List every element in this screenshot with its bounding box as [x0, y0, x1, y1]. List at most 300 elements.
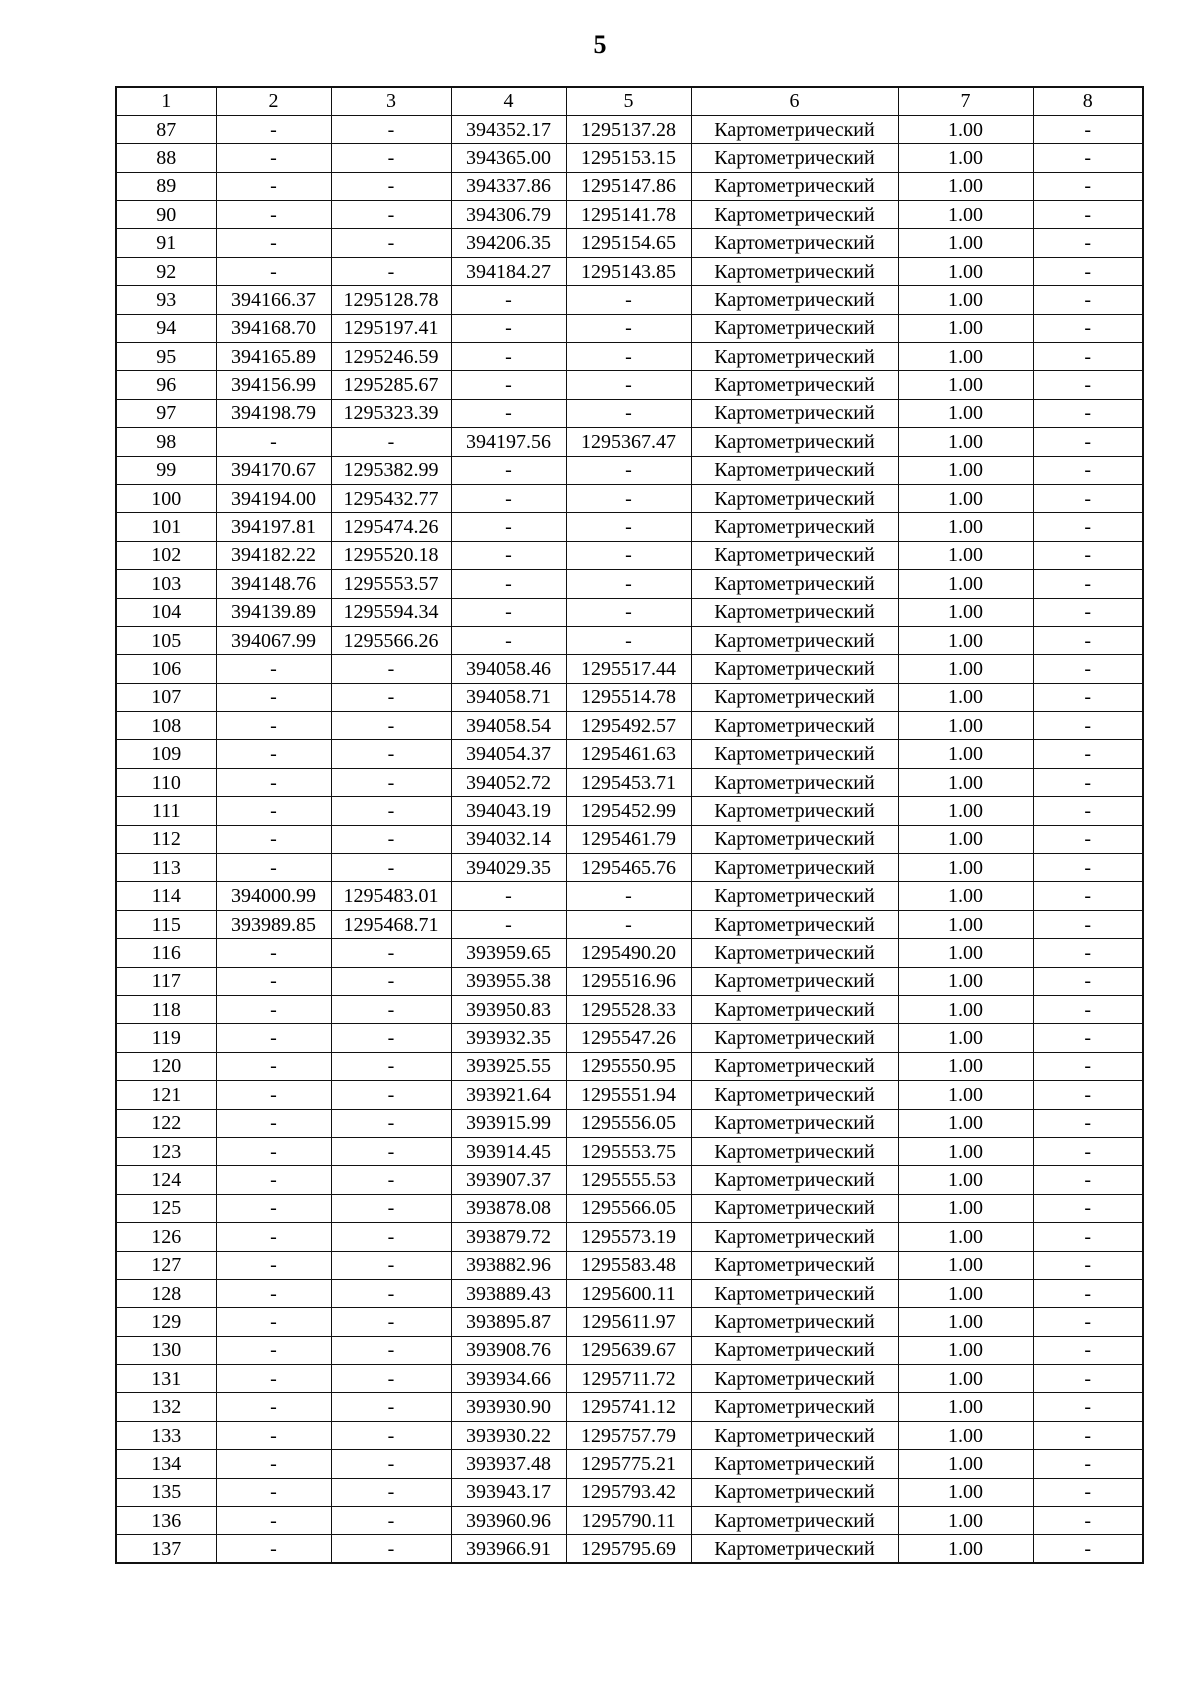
table-cell-col-3: 1295483.01: [331, 882, 451, 910]
table-cell-col-5: -: [566, 910, 691, 938]
table-row: [116, 626, 1143, 654]
table-cell-col-7: 1.00: [898, 996, 1033, 1024]
table-cell-col-8: -: [1033, 939, 1143, 967]
table-cell-col-4: 394197.56: [451, 428, 566, 456]
table-cell-col-5: 1295757.79: [566, 1421, 691, 1449]
table-cell-col-1: 113: [116, 854, 216, 882]
table-cell-col-6: Картометрический: [691, 371, 898, 399]
table-cell-col-7: 1.00: [898, 1081, 1033, 1109]
table-cell-col-8: -: [1033, 1251, 1143, 1279]
table-cell-col-7: 1.00: [898, 1393, 1033, 1421]
table-cell-col-1: 126: [116, 1223, 216, 1251]
table-row: [116, 1393, 1143, 1421]
table-row: [116, 399, 1143, 427]
table-cell-col-5: 1295639.67: [566, 1336, 691, 1364]
table-cell-col-2: -: [216, 1194, 331, 1222]
table-cell-col-6: Картометрический: [691, 1109, 898, 1137]
table-cell-col-5: 1295453.71: [566, 768, 691, 796]
table-row: [116, 513, 1143, 541]
table-cell-col-4: -: [451, 371, 566, 399]
table-cell-col-5: 1295154.65: [566, 229, 691, 257]
table-cell-col-2: -: [216, 1223, 331, 1251]
table-cell-col-2: -: [216, 768, 331, 796]
table-cell-col-1: 94: [116, 314, 216, 342]
table-cell-col-3: -: [331, 939, 451, 967]
table-cell-col-4: 393955.38: [451, 967, 566, 995]
table-cell-col-1: 87: [116, 115, 216, 143]
table-cell-col-1: 125: [116, 1194, 216, 1222]
table-cell-col-7: 1.00: [898, 257, 1033, 285]
table-cell-col-8: -: [1033, 1024, 1143, 1052]
table-cell-col-8: -: [1033, 1166, 1143, 1194]
table-cell-col-3: -: [331, 1421, 451, 1449]
table-cell-col-1: 114: [116, 882, 216, 910]
table-row: [116, 144, 1143, 172]
table-cell-col-1: 93: [116, 286, 216, 314]
table-row: [116, 314, 1143, 342]
table-row: [116, 201, 1143, 229]
table-cell-col-6: Картометрический: [691, 1279, 898, 1307]
table-cell-col-4: 393960.96: [451, 1507, 566, 1535]
table-cell-col-5: 1295775.21: [566, 1450, 691, 1478]
table-cell-col-4: 394054.37: [451, 740, 566, 768]
table-cell-col-3: -: [331, 1308, 451, 1336]
table-cell-col-8: -: [1033, 456, 1143, 484]
table-cell-col-1: 108: [116, 712, 216, 740]
table-cell-col-4: -: [451, 570, 566, 598]
table-cell-col-6: Картометрический: [691, 825, 898, 853]
table-cell-col-1: 127: [116, 1251, 216, 1279]
column-header-1: 1: [116, 87, 216, 115]
table-cell-col-2: -: [216, 1251, 331, 1279]
table-row: [116, 712, 1143, 740]
table-cell-col-7: 1.00: [898, 428, 1033, 456]
table-cell-col-5: -: [566, 598, 691, 626]
table-cell-col-6: Картометрический: [691, 1478, 898, 1506]
table-cell-col-4: 393932.35: [451, 1024, 566, 1052]
table-cell-col-4: 393937.48: [451, 1450, 566, 1478]
table-cell-col-2: 394168.70: [216, 314, 331, 342]
table-cell-col-4: -: [451, 314, 566, 342]
table-cell-col-1: 91: [116, 229, 216, 257]
table-cell-col-1: 132: [116, 1393, 216, 1421]
table-header-row: [116, 87, 1143, 115]
table-cell-col-2: -: [216, 1450, 331, 1478]
table-cell-col-7: 1.00: [898, 1450, 1033, 1478]
table-cell-col-3: 1295594.34: [331, 598, 451, 626]
table-cell-col-5: 1295153.15: [566, 144, 691, 172]
table-cell-col-5: 1295555.53: [566, 1166, 691, 1194]
table-cell-col-5: 1295465.76: [566, 854, 691, 882]
table-cell-col-6: Картометрический: [691, 1024, 898, 1052]
table-row: [116, 996, 1143, 1024]
table-cell-col-3: -: [331, 1393, 451, 1421]
table-cell-col-7: 1.00: [898, 740, 1033, 768]
table-cell-col-1: 130: [116, 1336, 216, 1364]
table-cell-col-4: 393879.72: [451, 1223, 566, 1251]
table-cell-col-3: -: [331, 1535, 451, 1563]
table-cell-col-5: -: [566, 314, 691, 342]
table-row: [116, 1507, 1143, 1535]
table-cell-col-2: -: [216, 1137, 331, 1165]
table-cell-col-3: 1295474.26: [331, 513, 451, 541]
table-cell-col-5: -: [566, 456, 691, 484]
table-cell-col-4: 393889.43: [451, 1279, 566, 1307]
table-row: [116, 967, 1143, 995]
table-cell-col-4: 394058.46: [451, 655, 566, 683]
table-cell-col-8: -: [1033, 570, 1143, 598]
table-cell-col-5: 1295790.11: [566, 1507, 691, 1535]
table-cell-col-2: -: [216, 144, 331, 172]
column-header-5: 5: [566, 87, 691, 115]
table-cell-col-2: 394197.81: [216, 513, 331, 541]
table-cell-col-6: Картометрический: [691, 854, 898, 882]
table-cell-col-1: 128: [116, 1279, 216, 1307]
table-cell-col-7: 1.00: [898, 513, 1033, 541]
table-cell-col-8: -: [1033, 1450, 1143, 1478]
table-cell-col-5: 1295147.86: [566, 172, 691, 200]
table-cell-col-7: 1.00: [898, 1279, 1033, 1307]
table-cell-col-3: -: [331, 1336, 451, 1364]
table-cell-col-3: -: [331, 201, 451, 229]
table-cell-col-1: 92: [116, 257, 216, 285]
table-cell-col-7: 1.00: [898, 854, 1033, 882]
table-cell-col-8: -: [1033, 343, 1143, 371]
table-row: [116, 229, 1143, 257]
table-cell-col-8: -: [1033, 484, 1143, 512]
table-cell-col-7: 1.00: [898, 910, 1033, 938]
table-row: [116, 1336, 1143, 1364]
table-cell-col-4: -: [451, 343, 566, 371]
table-cell-col-4: 394352.17: [451, 115, 566, 143]
table-cell-col-1: 121: [116, 1081, 216, 1109]
table-cell-col-2: -: [216, 1052, 331, 1080]
table-cell-col-5: 1295137.28: [566, 115, 691, 143]
table-cell-col-6: Картометрический: [691, 428, 898, 456]
table-cell-col-6: Картометрический: [691, 626, 898, 654]
table-cell-col-6: Картометрический: [691, 939, 898, 967]
table-cell-col-4: 393950.83: [451, 996, 566, 1024]
table-cell-col-8: -: [1033, 314, 1143, 342]
table-cell-col-4: 393921.64: [451, 1081, 566, 1109]
table-row: [116, 257, 1143, 285]
table-cell-col-2: -: [216, 996, 331, 1024]
table-cell-col-1: 89: [116, 172, 216, 200]
table-cell-col-5: 1295461.79: [566, 825, 691, 853]
table-cell-col-5: -: [566, 286, 691, 314]
table-cell-col-8: -: [1033, 712, 1143, 740]
table-cell-col-2: 394067.99: [216, 626, 331, 654]
table-cell-col-4: -: [451, 456, 566, 484]
table-cell-col-8: -: [1033, 967, 1143, 995]
table-row: [116, 115, 1143, 143]
table-cell-col-6: Картометрический: [691, 996, 898, 1024]
table-cell-col-2: -: [216, 712, 331, 740]
table-cell-col-1: 97: [116, 399, 216, 427]
column-header-7: 7: [898, 87, 1033, 115]
table-cell-col-6: Картометрический: [691, 683, 898, 711]
table-cell-col-4: -: [451, 882, 566, 910]
table-cell-col-7: 1.00: [898, 882, 1033, 910]
table-cell-col-6: Картометрический: [691, 399, 898, 427]
table-cell-col-4: 393959.65: [451, 939, 566, 967]
table-cell-col-7: 1.00: [898, 399, 1033, 427]
table-cell-col-2: -: [216, 740, 331, 768]
table-cell-col-8: -: [1033, 996, 1143, 1024]
table-cell-col-8: -: [1033, 1223, 1143, 1251]
table-cell-col-1: 112: [116, 825, 216, 853]
table-cell-col-2: 394139.89: [216, 598, 331, 626]
table-cell-col-8: -: [1033, 1194, 1143, 1222]
table-cell-col-5: 1295600.11: [566, 1279, 691, 1307]
table-cell-col-5: 1295490.20: [566, 939, 691, 967]
table-cell-col-3: -: [331, 1279, 451, 1307]
table-cell-col-5: 1295452.99: [566, 797, 691, 825]
table-cell-col-3: -: [331, 740, 451, 768]
table-cell-col-1: 98: [116, 428, 216, 456]
table-cell-col-6: Картометрический: [691, 115, 898, 143]
table-cell-col-8: -: [1033, 1279, 1143, 1307]
table-cell-col-1: 117: [116, 967, 216, 995]
table-cell-col-7: 1.00: [898, 598, 1033, 626]
table-cell-col-1: 135: [116, 1478, 216, 1506]
table-cell-col-7: 1.00: [898, 1024, 1033, 1052]
table-cell-col-1: 116: [116, 939, 216, 967]
table-cell-col-5: 1295611.97: [566, 1308, 691, 1336]
table-cell-col-6: Картометрический: [691, 1251, 898, 1279]
table-cell-col-6: Картометрический: [691, 1365, 898, 1393]
table-cell-col-2: -: [216, 939, 331, 967]
table-cell-col-6: Картометрический: [691, 768, 898, 796]
table-cell-col-2: -: [216, 655, 331, 683]
table-cell-col-3: -: [331, 1052, 451, 1080]
table-cell-col-5: 1295573.19: [566, 1223, 691, 1251]
table-cell-col-4: 393943.17: [451, 1478, 566, 1506]
table-cell-col-2: -: [216, 1393, 331, 1421]
table-cell-col-8: -: [1033, 229, 1143, 257]
table-cell-col-8: -: [1033, 1535, 1143, 1563]
table-cell-col-1: 110: [116, 768, 216, 796]
table-cell-col-6: Картометрический: [691, 286, 898, 314]
table-cell-col-3: 1295553.57: [331, 570, 451, 598]
table-cell-col-3: -: [331, 172, 451, 200]
table-row: [116, 343, 1143, 371]
table-cell-col-3: 1295382.99: [331, 456, 451, 484]
table-cell-col-3: -: [331, 655, 451, 683]
table-cell-col-1: 95: [116, 343, 216, 371]
table-cell-col-8: -: [1033, 1507, 1143, 1535]
table-cell-col-5: -: [566, 371, 691, 399]
table-row: [116, 825, 1143, 853]
table-row: [116, 1365, 1143, 1393]
table-cell-col-4: 394029.35: [451, 854, 566, 882]
table-cell-col-8: -: [1033, 1052, 1143, 1080]
table-cell-col-8: -: [1033, 910, 1143, 938]
table-cell-col-5: -: [566, 484, 691, 512]
table-cell-col-6: Картометрический: [691, 201, 898, 229]
table-cell-col-6: Картометрический: [691, 343, 898, 371]
table-cell-col-2: -: [216, 428, 331, 456]
table-cell-col-1: 111: [116, 797, 216, 825]
table-cell-col-8: -: [1033, 201, 1143, 229]
table-cell-col-7: 1.00: [898, 371, 1033, 399]
table-cell-col-2: 394194.00: [216, 484, 331, 512]
table-row: [116, 1109, 1143, 1137]
table-cell-col-4: 393966.91: [451, 1535, 566, 1563]
table-cell-col-4: 393925.55: [451, 1052, 566, 1080]
table-cell-col-2: -: [216, 854, 331, 882]
table-cell-col-5: 1295551.94: [566, 1081, 691, 1109]
table-cell-col-8: -: [1033, 683, 1143, 711]
table-cell-col-7: 1.00: [898, 967, 1033, 995]
table-cell-col-6: Картометрический: [691, 598, 898, 626]
column-header-2: 2: [216, 87, 331, 115]
table-cell-col-4: -: [451, 541, 566, 569]
table-cell-col-5: 1295793.42: [566, 1478, 691, 1506]
table-cell-col-7: 1.00: [898, 1507, 1033, 1535]
table-cell-col-5: 1295514.78: [566, 683, 691, 711]
table-cell-col-2: -: [216, 1081, 331, 1109]
table-cell-col-7: 1.00: [898, 825, 1033, 853]
table-cell-col-5: -: [566, 570, 691, 598]
table-cell-col-1: 105: [116, 626, 216, 654]
table-cell-col-2: -: [216, 1279, 331, 1307]
table-cell-col-3: -: [331, 967, 451, 995]
table-cell-col-5: 1295553.75: [566, 1137, 691, 1165]
table-cell-col-8: -: [1033, 428, 1143, 456]
table-cell-col-2: -: [216, 1365, 331, 1393]
table-cell-col-8: -: [1033, 825, 1143, 853]
table-cell-col-3: -: [331, 1450, 451, 1478]
table-row: [116, 1223, 1143, 1251]
table-cell-col-2: -: [216, 797, 331, 825]
table-row: [116, 655, 1143, 683]
table-cell-col-6: Картометрический: [691, 484, 898, 512]
table-cell-col-3: -: [331, 1137, 451, 1165]
table-cell-col-1: 133: [116, 1421, 216, 1449]
table-cell-col-5: 1295367.47: [566, 428, 691, 456]
table-cell-col-8: -: [1033, 1336, 1143, 1364]
table-cell-col-2: -: [216, 967, 331, 995]
table-cell-col-1: 107: [116, 683, 216, 711]
table-row: [116, 1024, 1143, 1052]
table-cell-col-1: 101: [116, 513, 216, 541]
table-cell-col-6: Картометрический: [691, 570, 898, 598]
table-cell-col-3: 1295197.41: [331, 314, 451, 342]
table-cell-col-7: 1.00: [898, 1421, 1033, 1449]
table-cell-col-4: 393915.99: [451, 1109, 566, 1137]
table-row: [116, 570, 1143, 598]
table-cell-col-8: -: [1033, 854, 1143, 882]
table-cell-col-6: Картометрический: [691, 1507, 898, 1535]
table-cell-col-6: Картометрический: [691, 314, 898, 342]
table-cell-col-6: Картометрический: [691, 1194, 898, 1222]
table-cell-col-4: 394184.27: [451, 257, 566, 285]
table-row: [116, 428, 1143, 456]
table-cell-col-8: -: [1033, 513, 1143, 541]
table-cell-col-4: 393907.37: [451, 1166, 566, 1194]
table-cell-col-1: 99: [116, 456, 216, 484]
table-cell-col-2: 394170.67: [216, 456, 331, 484]
table-cell-col-4: 394043.19: [451, 797, 566, 825]
table-cell-col-5: 1295547.26: [566, 1024, 691, 1052]
table-cell-col-5: 1295566.05: [566, 1194, 691, 1222]
table-cell-col-3: -: [331, 1507, 451, 1535]
table-cell-col-2: -: [216, 115, 331, 143]
table-cell-col-2: 394165.89: [216, 343, 331, 371]
table-cell-col-2: -: [216, 172, 331, 200]
table-row: [116, 797, 1143, 825]
table-cell-col-3: 1295468.71: [331, 910, 451, 938]
table-cell-col-1: 119: [116, 1024, 216, 1052]
table-cell-col-2: -: [216, 1507, 331, 1535]
table-cell-col-4: 394206.35: [451, 229, 566, 257]
table-cell-col-6: Картометрический: [691, 1308, 898, 1336]
table-cell-col-3: -: [331, 1251, 451, 1279]
table-cell-col-6: Картометрический: [691, 513, 898, 541]
table-cell-col-4: 393895.87: [451, 1308, 566, 1336]
table-cell-col-1: 115: [116, 910, 216, 938]
table-cell-col-1: 123: [116, 1137, 216, 1165]
table-cell-col-8: -: [1033, 655, 1143, 683]
table-cell-col-7: 1.00: [898, 201, 1033, 229]
table-row: [116, 371, 1143, 399]
table-row: [116, 1166, 1143, 1194]
table-cell-col-1: 131: [116, 1365, 216, 1393]
table-cell-col-3: 1295246.59: [331, 343, 451, 371]
table-cell-col-7: 1.00: [898, 1223, 1033, 1251]
table-row: [116, 1535, 1143, 1563]
table-cell-col-8: -: [1033, 541, 1143, 569]
table-cell-col-6: Картометрический: [691, 172, 898, 200]
table-cell-col-7: 1.00: [898, 1336, 1033, 1364]
table-row: [116, 484, 1143, 512]
table-cell-col-5: 1295461.63: [566, 740, 691, 768]
table-cell-col-6: Картометрический: [691, 1166, 898, 1194]
table-cell-col-7: 1.00: [898, 286, 1033, 314]
table-cell-col-4: 394306.79: [451, 201, 566, 229]
table-cell-col-6: Картометрический: [691, 797, 898, 825]
table-cell-col-8: -: [1033, 172, 1143, 200]
table-cell-col-1: 118: [116, 996, 216, 1024]
table-cell-col-2: -: [216, 825, 331, 853]
table-cell-col-6: Картометрический: [691, 144, 898, 172]
table-cell-col-4: 393934.66: [451, 1365, 566, 1393]
table-row: [116, 740, 1143, 768]
table-cell-col-2: -: [216, 1166, 331, 1194]
table-cell-col-8: -: [1033, 740, 1143, 768]
table-cell-col-5: 1295516.96: [566, 967, 691, 995]
column-header-3: 3: [331, 87, 451, 115]
column-header-6: 6: [691, 87, 898, 115]
table-cell-col-7: 1.00: [898, 712, 1033, 740]
table-cell-col-7: 1.00: [898, 939, 1033, 967]
table-cell-col-8: -: [1033, 768, 1143, 796]
table-cell-col-3: -: [331, 1478, 451, 1506]
table-cell-col-4: 393878.08: [451, 1194, 566, 1222]
table-cell-col-5: -: [566, 626, 691, 654]
table-cell-col-3: -: [331, 825, 451, 853]
column-header-4: 4: [451, 87, 566, 115]
table-cell-col-4: 394365.00: [451, 144, 566, 172]
table-cell-col-2: -: [216, 1478, 331, 1506]
table-cell-col-3: -: [331, 1081, 451, 1109]
table-row: [116, 1421, 1143, 1449]
table-cell-col-6: Картометрический: [691, 229, 898, 257]
table-cell-col-6: Картометрический: [691, 712, 898, 740]
table-cell-col-3: -: [331, 257, 451, 285]
table-cell-col-6: Картометрический: [691, 1223, 898, 1251]
